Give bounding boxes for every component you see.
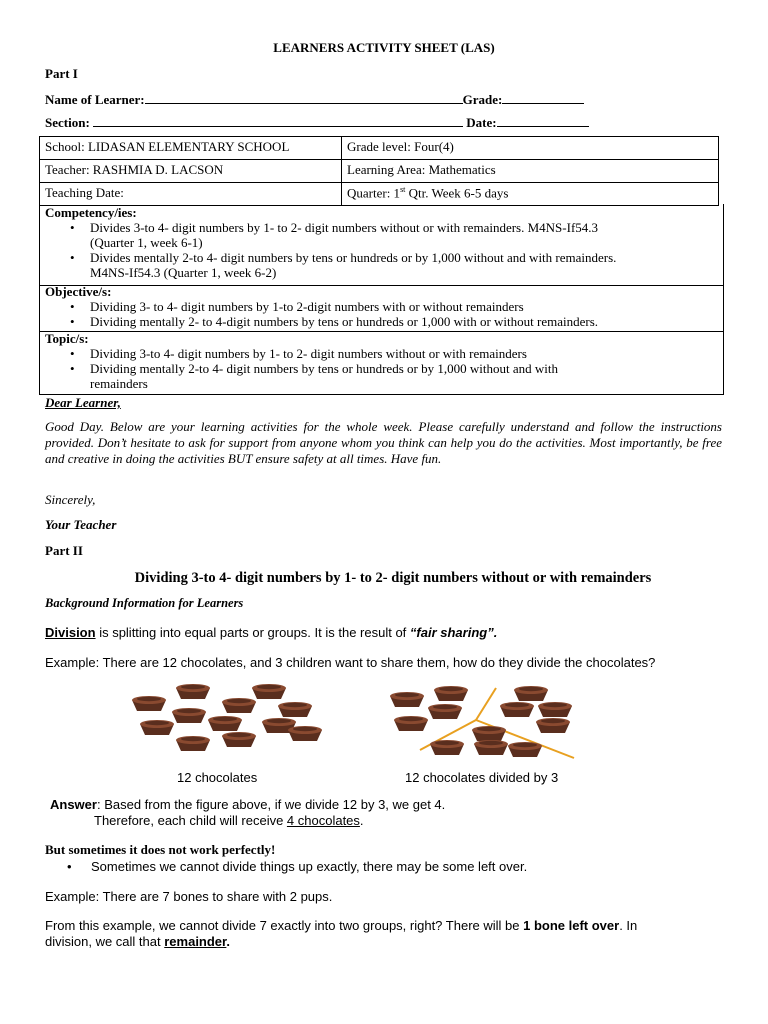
background-heading: Background Information for Learners xyxy=(45,596,244,610)
remainder-word: remainder xyxy=(164,934,227,949)
date-label: Date: xyxy=(466,115,497,130)
sometimes-item: • Sometimes we cannot divide things up exactly, there may be some left over. xyxy=(91,859,768,874)
fair-sharing: “fair sharing”. xyxy=(409,625,498,640)
chocolate-cup xyxy=(536,718,570,733)
competency-box xyxy=(39,204,724,286)
chocolates-divided-figure xyxy=(384,680,594,760)
chocolate-cup xyxy=(514,686,548,701)
part-one-label: Part I xyxy=(45,66,78,81)
therefore-value: 4 chocolates xyxy=(286,813,360,828)
quarter-suffix: Qtr. Week 6-5 days xyxy=(405,185,509,201)
objective-box xyxy=(39,283,724,332)
topic-item: • Dividing mentally 2-to 4- digit numbers by tens or hundreds or by 1,000 without and with remainders xyxy=(90,361,723,391)
division-rest: is splitting into equal parts or groups. It is the result of xyxy=(95,625,410,640)
therefore-line xyxy=(94,813,364,828)
from-example-line2 xyxy=(45,934,230,949)
section-field[interactable] xyxy=(93,115,463,127)
learner-name-row xyxy=(45,92,584,108)
answer-line xyxy=(50,797,445,812)
quarter-sup: st xyxy=(400,185,406,194)
topic-box xyxy=(39,330,724,395)
letter-greeting: Dear Learner, xyxy=(45,395,121,410)
chocolate-cup xyxy=(390,692,424,707)
grade-level-cell: Grade level: Four(4) xyxy=(342,137,719,160)
chocolate-cup xyxy=(176,736,210,751)
chocolate-cup xyxy=(278,702,312,717)
caption-right: 12 chocolates divided by 3 xyxy=(405,770,559,785)
letter-closing: Sincerely, xyxy=(45,492,96,507)
from-line2: division, we call that xyxy=(45,934,165,949)
quarter-cell xyxy=(342,183,719,206)
objective-heading: Objective/s: xyxy=(45,284,112,299)
chocolate-cup xyxy=(500,702,534,717)
part-two-heading: Dividing 3-to 4- digit numbers by 1- to 2- digit numbers without or with remainders xyxy=(134,570,652,586)
chocolate-cup xyxy=(434,686,468,701)
remainder-end: . xyxy=(226,934,231,949)
chocolate-cup xyxy=(222,732,256,747)
section-label: Section: xyxy=(45,115,90,130)
section-row xyxy=(45,115,589,131)
chocolate-cup xyxy=(538,702,572,717)
date-field[interactable] xyxy=(497,115,589,127)
sheet-title: LEARNERS ACTIVITY SHEET (LAS) xyxy=(273,40,495,55)
name-field[interactable] xyxy=(145,92,463,104)
topic-heading: Topic/s: xyxy=(45,331,89,346)
chocolate-group-left xyxy=(132,684,322,751)
learning-area-cell: Learning Area: Mathematics xyxy=(342,160,719,183)
chocolate-cup xyxy=(222,698,256,713)
chocolate-cup xyxy=(428,704,462,719)
topic-item: • Dividing 3-to 4- digit numbers by 1- to 2- digit numbers without or with remainders xyxy=(90,346,723,361)
answer-label: Answer xyxy=(50,797,97,812)
grade-label: Grade: xyxy=(462,92,503,107)
chocolate-cup xyxy=(508,742,542,757)
chocolates-figure xyxy=(128,680,328,758)
from-example-line1 xyxy=(45,918,637,933)
objective-item: • Dividing mentally 2- to 4-digit numbers by tens or hundreds or 1,000 with or without remainders. xyxy=(90,314,723,329)
example-two: Example: There are 7 bones to share with 2 pups. xyxy=(45,889,333,904)
quarter-prefix: Quarter: 1 xyxy=(347,185,401,201)
chocolate-cup xyxy=(472,726,506,741)
competency-item: • Divides mentally 2-to 4- digit numbers by tens or hundreds or by 1,000 without and with remainders. M4NS-If54.3 (Quarter 1, week 6-2) xyxy=(90,250,723,280)
caption-left: 12 chocolates xyxy=(177,770,258,785)
answer-text: : Based from the figure above, if we divide 12 by 3, we get 4. xyxy=(96,797,446,812)
school-cell: School: LIDASAN ELEMENTARY SCHOOL xyxy=(40,137,342,160)
therefore-end: . xyxy=(359,813,364,828)
teacher-cell: Teacher: RASHMIA D. LACSON xyxy=(40,160,342,183)
objective-item: • Dividing 3- to 4- digit numbers by 1-to 2-digit numbers with or without remainders xyxy=(90,299,723,314)
division-word: Division xyxy=(45,625,96,640)
chocolate-cup xyxy=(176,684,210,699)
chocolate-cup xyxy=(474,740,508,755)
part-two-label: Part II xyxy=(45,543,83,558)
division-definition xyxy=(45,625,497,640)
divider-line xyxy=(476,688,496,720)
competency-heading: Competency/ies: xyxy=(45,205,137,220)
but-heading: But sometimes it does not work perfectly! xyxy=(45,842,276,857)
from-bold: 1 bone left over xyxy=(523,918,620,933)
example-one: Example: There are 12 chocolates, and 3 children want to share them, how do they divide the chocolates? xyxy=(45,655,656,670)
chocolate-cup xyxy=(252,684,286,699)
competency-item: • Divides 3-to 4- digit numbers by 1- to 2- digit numbers without or with remainders. M4NS-If54.3 (Quarter 1, week 6-1) xyxy=(90,220,723,250)
letter-body: Good Day. Below are your learning activities for the whole week. Please carefully understand and follow the instructions provided. Don’t hesitate to ask for support from anyone whom you think can help you do the activities. Most importantly, be free and creative in doing the activities BUT ensure safety at all times. Have fun. xyxy=(45,419,722,466)
chocolate-cup xyxy=(132,696,166,711)
chocolate-cup xyxy=(394,716,428,731)
chocolate-cup xyxy=(430,740,464,755)
info-table xyxy=(39,136,719,206)
grade-field[interactable] xyxy=(502,92,584,104)
chocolate-cup xyxy=(140,720,174,735)
from-text2: . In xyxy=(619,918,638,933)
from-text1: From this example, we cannot divide 7 exactly into two groups, right? There will be xyxy=(45,918,524,933)
chocolate-cup xyxy=(208,716,242,731)
teaching-date-cell: Teaching Date: xyxy=(40,183,342,206)
chocolate-cup xyxy=(172,708,206,723)
letter-signature: Your Teacher xyxy=(45,517,117,532)
chocolate-cup xyxy=(288,726,322,741)
name-label: Name of Learner: xyxy=(45,92,145,107)
therefore-text: Therefore, each child will receive xyxy=(94,813,287,828)
